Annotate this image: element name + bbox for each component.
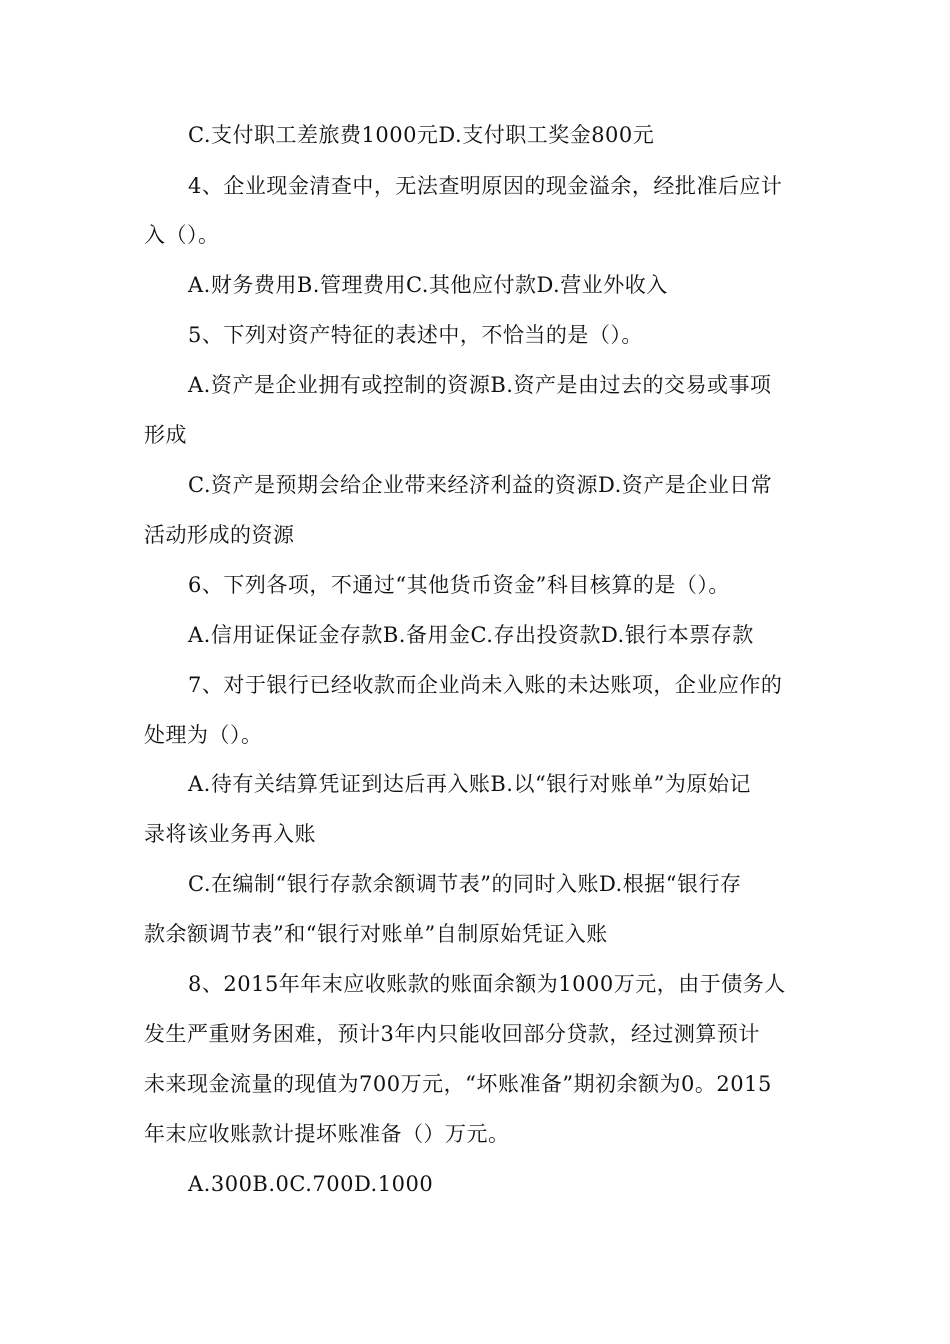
option-line-q7-cd-1: C.在编制“银行存款余额调节表”的同时入账D.根据“银行存 [188,872,742,896]
question-8-line-2: 发生严重财务困难，预计3年内只能收回部分贷款，经过测算预计 [144,1022,760,1046]
option-line-q4: A.财务费用B.管理费用C.其他应付款D.营业外收入 [188,273,668,297]
option-line-q7-ab-1: A.待有关结算凭证到达后再入账B.以“银行对账单”为原始记 [188,772,751,796]
question-8-line-1: 8、2015年年末应收账款的账面余额为1000万元，由于债务人 [188,972,786,996]
option-line-q6: A.信用证保证金存款B.备用金C.存出投资款D.银行本票存款 [188,623,754,647]
question-8-line-3: 未来现金流量的现值为700万元，“坏账准备”期初余额为0。2015 [144,1072,772,1096]
option-line-q8: A.300B.0C.700D.1000 [188,1172,434,1196]
option-line-q5-cd-2: 活动形成的资源 [144,523,295,547]
question-6-line-1: 6、下列各项，不通过“其他货币资金”科目核算的是（）。 [188,573,730,597]
option-line-q3-cd: C.支付职工差旅费1000元D.支付职工奖金800元 [188,123,655,147]
option-line-q5-ab-2: 形成 [144,423,187,447]
question-4-line-1: 4、企业现金清查中，无法查明原因的现金溢余，经批准后应计 [188,174,783,198]
question-7-line-2: 处理为（）。 [144,723,263,747]
option-line-q5-cd-1: C.资产是预期会给企业带来经济利益的资源D.资产是企业日常 [188,473,773,497]
question-7-line-1: 7、对于银行已经收款而企业尚未入账的未达账项，企业应作的 [188,673,783,697]
question-8-line-4: 年末应收账款计提坏账准备（）万元。 [144,1122,510,1146]
option-line-q7-cd-2: 款余额调节表”和“银行对账单”自制原始凭证入账 [144,922,608,946]
question-5-line-1: 5、下列对资产特征的表述中，不恰当的是（）。 [188,323,643,347]
question-4-line-2: 入（）。 [144,223,220,247]
option-line-q7-ab-2: 录将该业务再入账 [144,822,316,846]
option-line-q5-ab-1: A.资产是企业拥有或控制的资源B.资产是由过去的交易或事项 [188,373,772,397]
